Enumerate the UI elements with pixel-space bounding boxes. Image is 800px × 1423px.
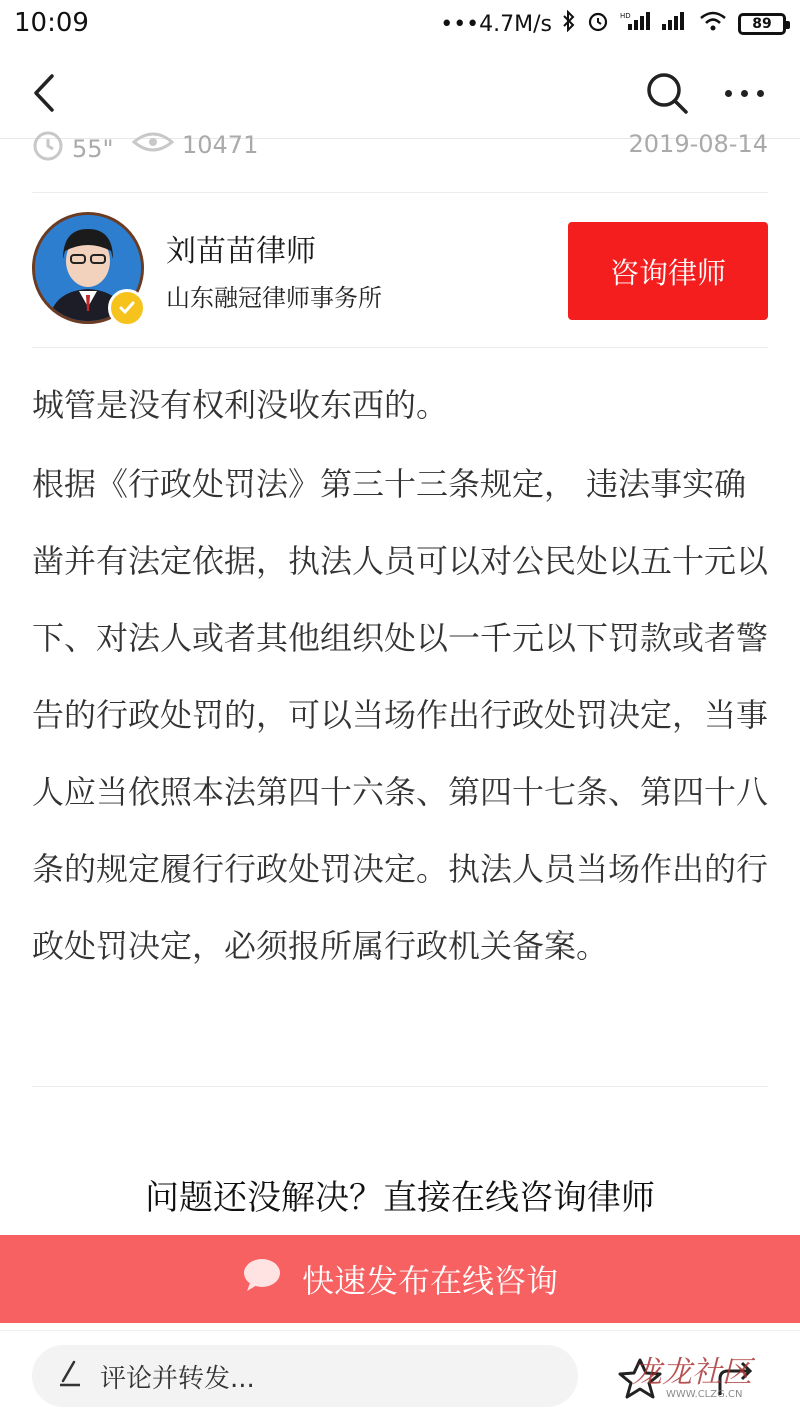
svg-text:HD: HD xyxy=(620,12,631,20)
comment-placeholder: 评论并转发... xyxy=(100,1363,255,1394)
eye-icon xyxy=(132,130,174,160)
status-indicators xyxy=(440,10,786,38)
alarm-icon xyxy=(586,9,610,39)
article-paragraph: 城管是没有权利没收东西的。 xyxy=(32,386,449,424)
bottom-bar xyxy=(0,1330,800,1423)
top-nav-bar xyxy=(0,48,800,139)
publish-date: 2019-08-14 xyxy=(628,130,768,158)
chat-bubble-icon xyxy=(242,1257,282,1301)
pen-icon xyxy=(58,1359,82,1394)
battery-indicator: 89 xyxy=(738,13,786,35)
chevron-left-icon[interactable] xyxy=(22,70,68,116)
article-body xyxy=(32,368,772,985)
clock-icon xyxy=(32,130,64,168)
view-count-value: 10471 xyxy=(182,131,259,159)
lawyer-card xyxy=(32,212,768,328)
cta-title: 问题还没解决？直接在线咨询律师 xyxy=(145,1178,655,1218)
comment-input[interactable] xyxy=(32,1345,578,1407)
watermark-url: WWW.CLZG.CN xyxy=(666,1389,743,1400)
verified-icon xyxy=(108,289,146,327)
consult-lawyer-button[interactable]: 咨询律师 xyxy=(568,222,768,320)
read-time xyxy=(32,130,114,168)
status-time: 10:09 xyxy=(14,8,89,38)
signal-icon xyxy=(660,10,688,38)
signal-hd-icon xyxy=(620,10,650,38)
divider xyxy=(32,192,768,193)
view-count xyxy=(132,130,258,160)
status-bar xyxy=(0,0,800,48)
network-speed: •••4.7M/s xyxy=(440,11,552,37)
site-watermark xyxy=(632,1347,792,1407)
divider xyxy=(32,1086,768,1087)
divider xyxy=(32,347,768,348)
lawyer-firm: 山东融冠律师事务所 xyxy=(166,284,382,312)
watermark-text: 龙龙社区 xyxy=(632,1355,752,1390)
bluetooth-icon xyxy=(562,10,576,38)
lawyer-name[interactable]: 刘苗苗律师 xyxy=(166,234,316,269)
wifi-icon xyxy=(698,10,728,38)
article-meta xyxy=(32,130,768,164)
article-paragraph: 根据《行政处罚法》第三十三条规定， 违法事实确凿并有法定依据，执法人员可以对公民处以五十元以下、对法人或者其他组织处以一千元以下罚款或者警告的行政处罚的，可以当场作出行政处罚决定，当事人应当依照本法第四十六条、第四十七条、第四十八条的规定履行行政处罚决定。执法人员当场作出的行政处罚决定，必须报所属行政机关备案。 xyxy=(32,465,769,965)
read-time-value: 55" xyxy=(72,135,114,163)
quick-consult-button[interactable] xyxy=(0,1235,800,1323)
quick-consult-label: 快速发布在线咨询 xyxy=(301,1262,558,1300)
more-icon[interactable] xyxy=(718,68,770,118)
search-icon[interactable] xyxy=(642,68,692,118)
